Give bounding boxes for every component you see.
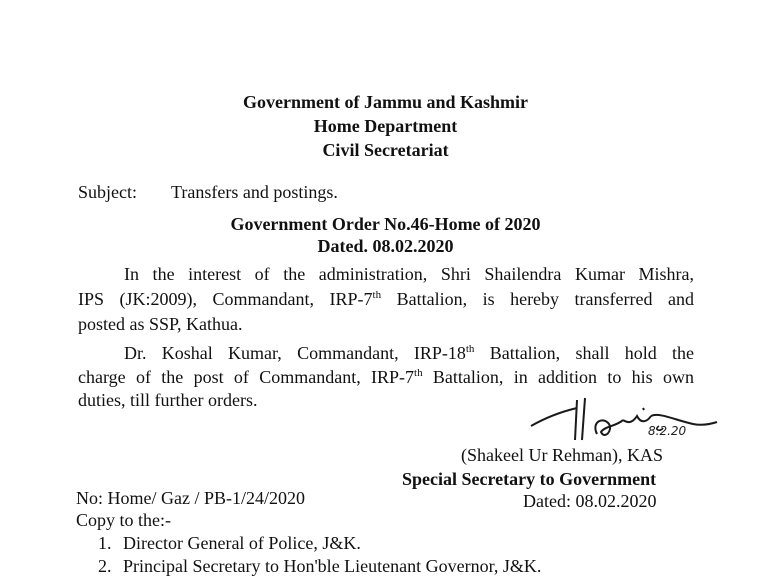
subject-text: Transfers and postings. xyxy=(171,182,338,202)
copy-item-text: Director General of Police, J&K. xyxy=(123,533,361,553)
para1-line2: IPS (JK:2009), Commandant, IRP-7th Battalion, is hereby transferred and xyxy=(78,289,694,309)
signature-dated: Dated: 08.02.2020 xyxy=(523,491,657,511)
para2-line2: charge of the post of Commandant, IRP-7th Battalion, in addition to his own xyxy=(78,367,694,387)
subject-label: Subject: xyxy=(78,182,137,202)
header-department: Home Department xyxy=(313,116,458,136)
handwritten-signature xyxy=(525,396,740,448)
order-date: Dated. 08.02.2020 xyxy=(317,236,454,256)
copy-item-number: 1. xyxy=(98,533,112,553)
signatory-designation: Special Secretary to Government xyxy=(402,469,657,489)
para1-line3: posted as SSP, Kathua. xyxy=(78,314,243,334)
para2-line1: Dr. Koshal Kumar, Commandant, IRP-18th Battalion, shall hold the xyxy=(124,343,694,363)
copy-to-label: Copy to the:- xyxy=(76,510,171,530)
signatory-name: (Shakeel Ur Rehman), KAS xyxy=(461,445,663,465)
copy-item-text: Principal Secretary to Hon'ble Lieutenant Governor, J&K. xyxy=(123,556,542,576)
header-government: Government of Jammu and Kashmir xyxy=(243,92,528,112)
para1-line1: In the interest of the administration, Shri Shailendra Kumar Mishra, xyxy=(124,264,694,284)
reference-number: No: Home/ Gaz / PB-1/24/2020 xyxy=(76,488,305,508)
para2-line3: duties, till further orders. xyxy=(78,390,258,410)
copy-item-number: 2. xyxy=(98,556,112,576)
order-title: Government Order No.46-Home of 2020 xyxy=(230,214,541,234)
signature-date-handwritten: 8.2.20 xyxy=(648,424,687,438)
header-secretariat: Civil Secretariat xyxy=(322,140,449,160)
